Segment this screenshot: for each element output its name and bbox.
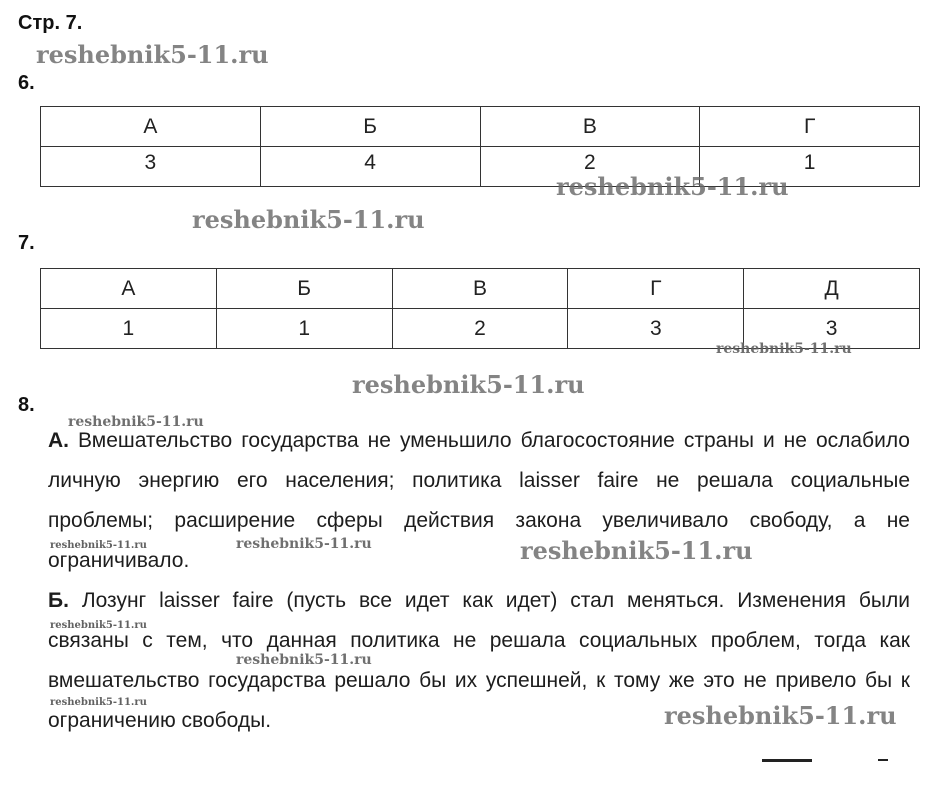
task6-header-row: [41, 107, 920, 147]
task7-header-cell: Г: [568, 269, 744, 309]
task8-number: 8.: [18, 394, 35, 416]
watermark: reshebnik5-11.ru: [50, 540, 147, 551]
task7-header-row: [41, 269, 920, 309]
task6-value-cell: 1: [700, 147, 920, 187]
task6-value-cell: 2: [480, 147, 700, 187]
task7-header-cell: Б: [216, 269, 392, 309]
task6-header-cell: А: [41, 107, 261, 147]
task7-header-cell: Д: [744, 269, 920, 309]
task6-value-cell: 4: [260, 147, 480, 187]
task7-value-cell: 1: [216, 309, 392, 349]
task7-header-cell: А: [41, 269, 217, 309]
page-label: Стр. 7.: [18, 12, 83, 34]
scan-edge-mark: [762, 759, 812, 762]
task6-header-cell: Б: [260, 107, 480, 147]
watermark: reshebnik5-11.ru: [236, 652, 372, 668]
task8-answer-a: [48, 421, 910, 581]
task7-value-cell: 1: [41, 309, 217, 349]
task7-number: 7.: [18, 232, 35, 254]
task6-number: 6.: [18, 72, 35, 94]
watermark: reshebnik5-11.ru: [50, 620, 147, 631]
watermark: reshebnik5-11.ru: [352, 370, 585, 399]
watermark: reshebnik5-11.ru: [192, 205, 425, 234]
task8-answer-a-text: Вмешательство государства не уменьшило благосостояние страны и не ослабило личную энергию его населения; политика laisser faire не решала социальные проблемы; расширение сферы действия закона увеличивало свободу, а не ограничивало.: [48, 429, 910, 572]
task7-value-cell: 3: [568, 309, 744, 349]
task8-answer-b-text: Лозунг laisser faire (пусть все идет как идет) стал меняться. Изменения были связаны с тем, что данная политика не решала социальных проблем, тогда как вмешательство государства решало бы их успешней, к тому же это не привело бы к ограничению свободы.: [48, 589, 910, 732]
task7-table: [40, 268, 920, 349]
task6-header-cell: В: [480, 107, 700, 147]
task8-answer-a-label: А.: [48, 429, 69, 452]
task6-value-cell: 3: [41, 147, 261, 187]
watermark: reshebnik5-11.ru: [50, 697, 147, 708]
task7-value-cell: 2: [392, 309, 568, 349]
task7-value-cell: 3: [744, 309, 920, 349]
watermark: reshebnik5-11.ru: [556, 172, 789, 201]
watermark: reshebnik5-11.ru: [716, 341, 852, 357]
watermark: reshebnik5-11.ru: [36, 40, 269, 69]
scan-edge-mark: [878, 759, 888, 761]
watermark: reshebnik5-11.ru: [68, 414, 204, 430]
task8-answer-b-label: Б.: [48, 589, 69, 612]
task7-header-cell: В: [392, 269, 568, 309]
watermark: reshebnik5-11.ru: [520, 536, 753, 565]
task6-header-cell: Г: [700, 107, 920, 147]
watermark: reshebnik5-11.ru: [236, 536, 372, 552]
watermark: reshebnik5-11.ru: [664, 701, 897, 730]
